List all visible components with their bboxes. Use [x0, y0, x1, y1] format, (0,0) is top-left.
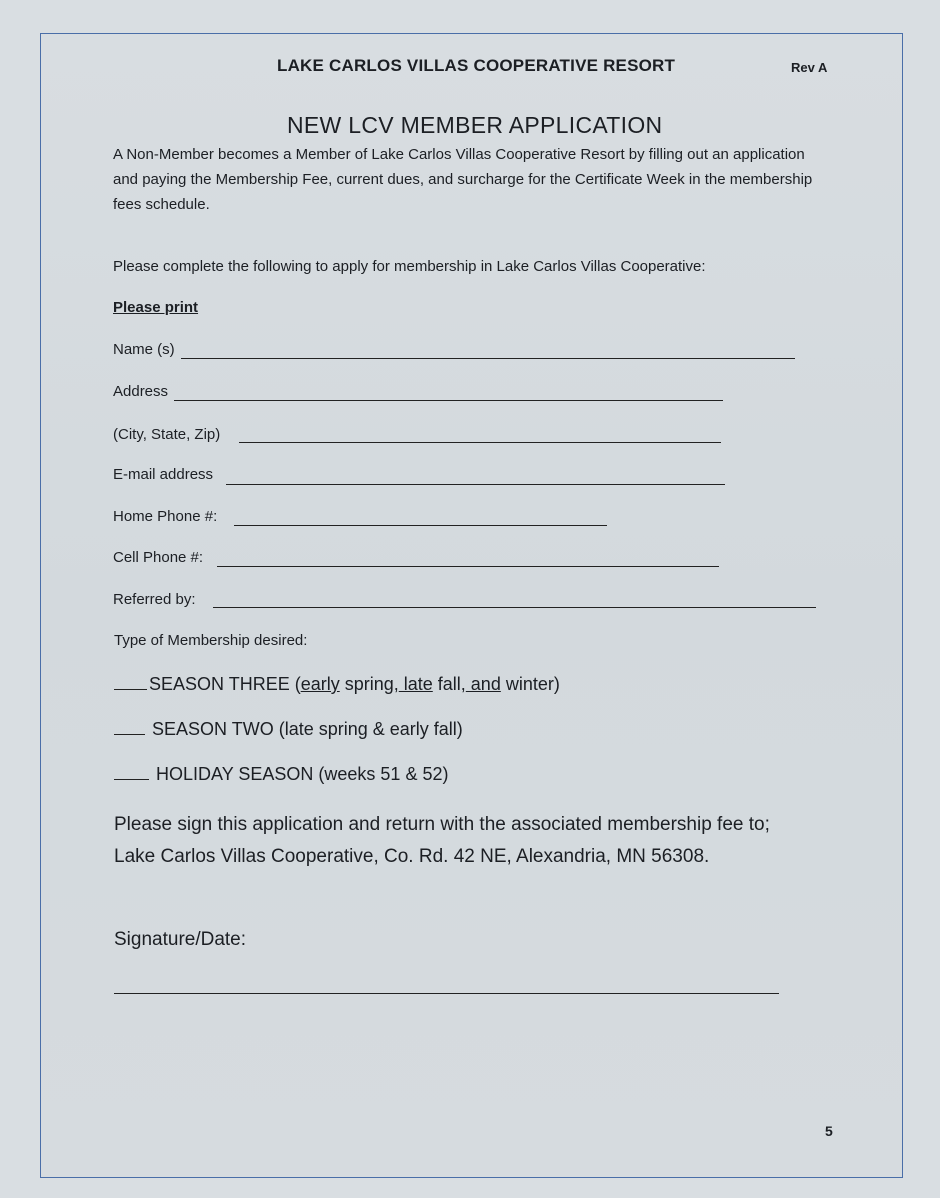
- return-instructions: [114, 809, 770, 873]
- revision-label: Rev A: [791, 60, 828, 75]
- season-two-checkbox[interactable]: [114, 720, 145, 735]
- membership-type-label: Type of Membership desired:: [114, 632, 308, 649]
- season-three-word-late: late: [398, 674, 433, 694]
- season-three-text-3: winter): [500, 674, 560, 694]
- page-title: NEW LCV MEMBER APPLICATION: [287, 112, 663, 138]
- application-page: [40, 33, 903, 1178]
- option-holiday: [114, 764, 448, 785]
- option-season-three: [114, 674, 560, 695]
- instruction-text: Please complete the following to apply for membership in Lake Carlos Villas Cooperative:: [113, 258, 706, 275]
- signature-label: Signature/Date:: [114, 929, 247, 950]
- return-address: Lake Carlos Villas Cooperative, Co. Rd. 42 NE, Alexandria, MN 56308.: [114, 846, 710, 867]
- intro-paragraph: A Non-Member becomes a Member of Lake Carlos Villas Cooperative Resort by filling out an application and paying the Membership Fee, current dues, and surcharge for the Certificate Week in the membership fees schedule.: [113, 146, 813, 213]
- season-three-text-2: fall,: [432, 674, 466, 694]
- referred-by-label: Referred by:: [113, 591, 196, 608]
- holiday-label: HOLIDAY SEASON (weeks 51 & 52): [156, 764, 449, 784]
- home-phone-label: Home Phone #:: [113, 508, 218, 525]
- season-three-prefix: SEASON THREE (: [149, 674, 301, 694]
- organization-header: LAKE CARLOS VILLAS COOPERATIVE RESORT: [277, 56, 676, 75]
- email-field[interactable]: [226, 484, 725, 485]
- holiday-checkbox[interactable]: [114, 765, 149, 780]
- cell-phone-field[interactable]: [217, 566, 719, 567]
- referred-by-field[interactable]: [213, 607, 816, 608]
- address-field[interactable]: [174, 400, 723, 401]
- name-label: Name (s): [113, 341, 175, 358]
- season-three-word-early: early: [300, 674, 340, 694]
- signature-field[interactable]: [114, 993, 779, 994]
- email-label: E-mail address: [113, 466, 214, 483]
- home-phone-field[interactable]: [234, 525, 607, 526]
- address-label: Address: [113, 383, 169, 400]
- season-three-word-and: and: [465, 674, 501, 694]
- city-state-zip-field[interactable]: [239, 442, 721, 443]
- option-season-two: [114, 719, 463, 740]
- season-three-checkbox[interactable]: [114, 675, 147, 690]
- name-field[interactable]: [181, 358, 795, 359]
- page-number: 5: [825, 1123, 833, 1139]
- season-two-label: SEASON TWO (late spring & early fall): [152, 719, 463, 739]
- season-three-text-1: spring,: [339, 674, 399, 694]
- cell-phone-label: Cell Phone #:: [113, 549, 204, 566]
- city-state-zip-label: (City, State, Zip): [113, 426, 221, 443]
- return-line-1: Please sign this application and return with the associated membership fee to;: [114, 814, 770, 835]
- print-note: Please print: [113, 299, 199, 316]
